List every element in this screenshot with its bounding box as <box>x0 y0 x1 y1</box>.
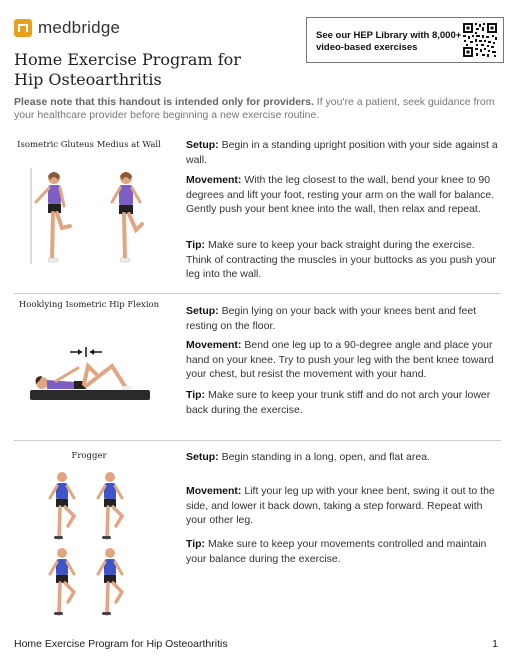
exercise-1-tip <box>186 238 502 282</box>
movement-label: Movement: <box>186 485 242 497</box>
movement-text: Lift your leg up with your knee bent, swing it out to the side, and lower it back down, taking a step forward. Repeat with your other leg. <box>186 485 495 526</box>
hep-library-text: See our HEP Library with 8,000+ video-based exercises <box>316 30 462 53</box>
tip-text: Make sure to keep your back straight during the exercise. Think of contracting the muscles in your buttocks as you push your leg into the wall. <box>186 239 496 280</box>
setup-text: Begin lying on your back with your knees bent and feet resting on the floor. <box>186 305 477 332</box>
medbridge-logo-icon <box>14 19 32 37</box>
page-number: 1 <box>492 638 498 650</box>
setup-text: Begin standing in a long, open, and flat area. <box>218 451 430 463</box>
setup-label: Setup: <box>186 451 219 463</box>
tip-label: Tip: <box>186 239 206 251</box>
section-divider <box>14 440 501 441</box>
brand-name: medbridge <box>38 18 121 37</box>
page-title: Home Exercise Program for Hip Osteoarthritis <box>14 50 241 89</box>
push-arrows-icon <box>70 347 102 357</box>
exercise-3-tip <box>186 537 502 566</box>
exercise-2-tip <box>186 388 502 417</box>
exercise-name-1: Isometric Gluteus Medius at Wall <box>17 140 161 150</box>
hooklying-hip-flexion-illustration <box>30 344 152 402</box>
exercise-2-movement <box>186 338 502 382</box>
notice-bold: Please note that this handout is intended only for providers. <box>14 96 314 108</box>
qr-code-icon[interactable] <box>462 22 498 58</box>
exercise-1-movement <box>186 173 502 217</box>
exercise-2-setup <box>186 304 502 333</box>
movement-text: With the leg closest to the wall, bend your knee to 90 degrees and lift your foot, resting your arm on the wall for balance. Gently push your bent knee into the wall, then relax and repeat. <box>186 174 495 215</box>
exercise-3-setup <box>186 450 502 465</box>
exercise-name-3: Frogger <box>71 451 107 461</box>
brand-logo <box>14 18 120 38</box>
exercise-name-2: Hooklying Isometric Hip Flexion <box>18 300 160 310</box>
setup-text: Begin in a standing upright position with your side against a wall. <box>186 139 498 166</box>
notice-text: If you're a patient, seek guidance from your healthcare provider before beginning a new exercise routine. <box>14 96 495 121</box>
provider-notice <box>14 96 504 122</box>
tip-label: Tip: <box>186 389 206 401</box>
exercise-1-setup <box>186 138 502 167</box>
tip-label: Tip: <box>186 538 206 550</box>
movement-text: Bend one leg up to a 90-degree angle and place your hand on your knee. Try to push your leg with the bent knee toward your chest, but resist the movement with your hand. <box>186 339 494 380</box>
hep-library-callout <box>306 17 504 63</box>
tip-text: Make sure to keep your movements controlled and maintain your balance during the exercise. <box>186 538 487 565</box>
footer-title: Home Exercise Program for Hip Osteoarthritis <box>14 638 228 650</box>
movement-label: Movement: <box>186 339 242 351</box>
setup-label: Setup: <box>186 139 219 151</box>
isometric-gluteus-medius-illustration <box>28 168 168 270</box>
movement-label: Movement: <box>186 174 242 186</box>
frogger-illustration <box>40 470 140 618</box>
exercise-3-movement <box>186 484 502 528</box>
tip-text: Make sure to keep your trunk stiff and do not arch your lower back during the exercise. <box>186 389 491 416</box>
setup-label: Setup: <box>186 305 219 317</box>
section-divider <box>14 293 501 294</box>
